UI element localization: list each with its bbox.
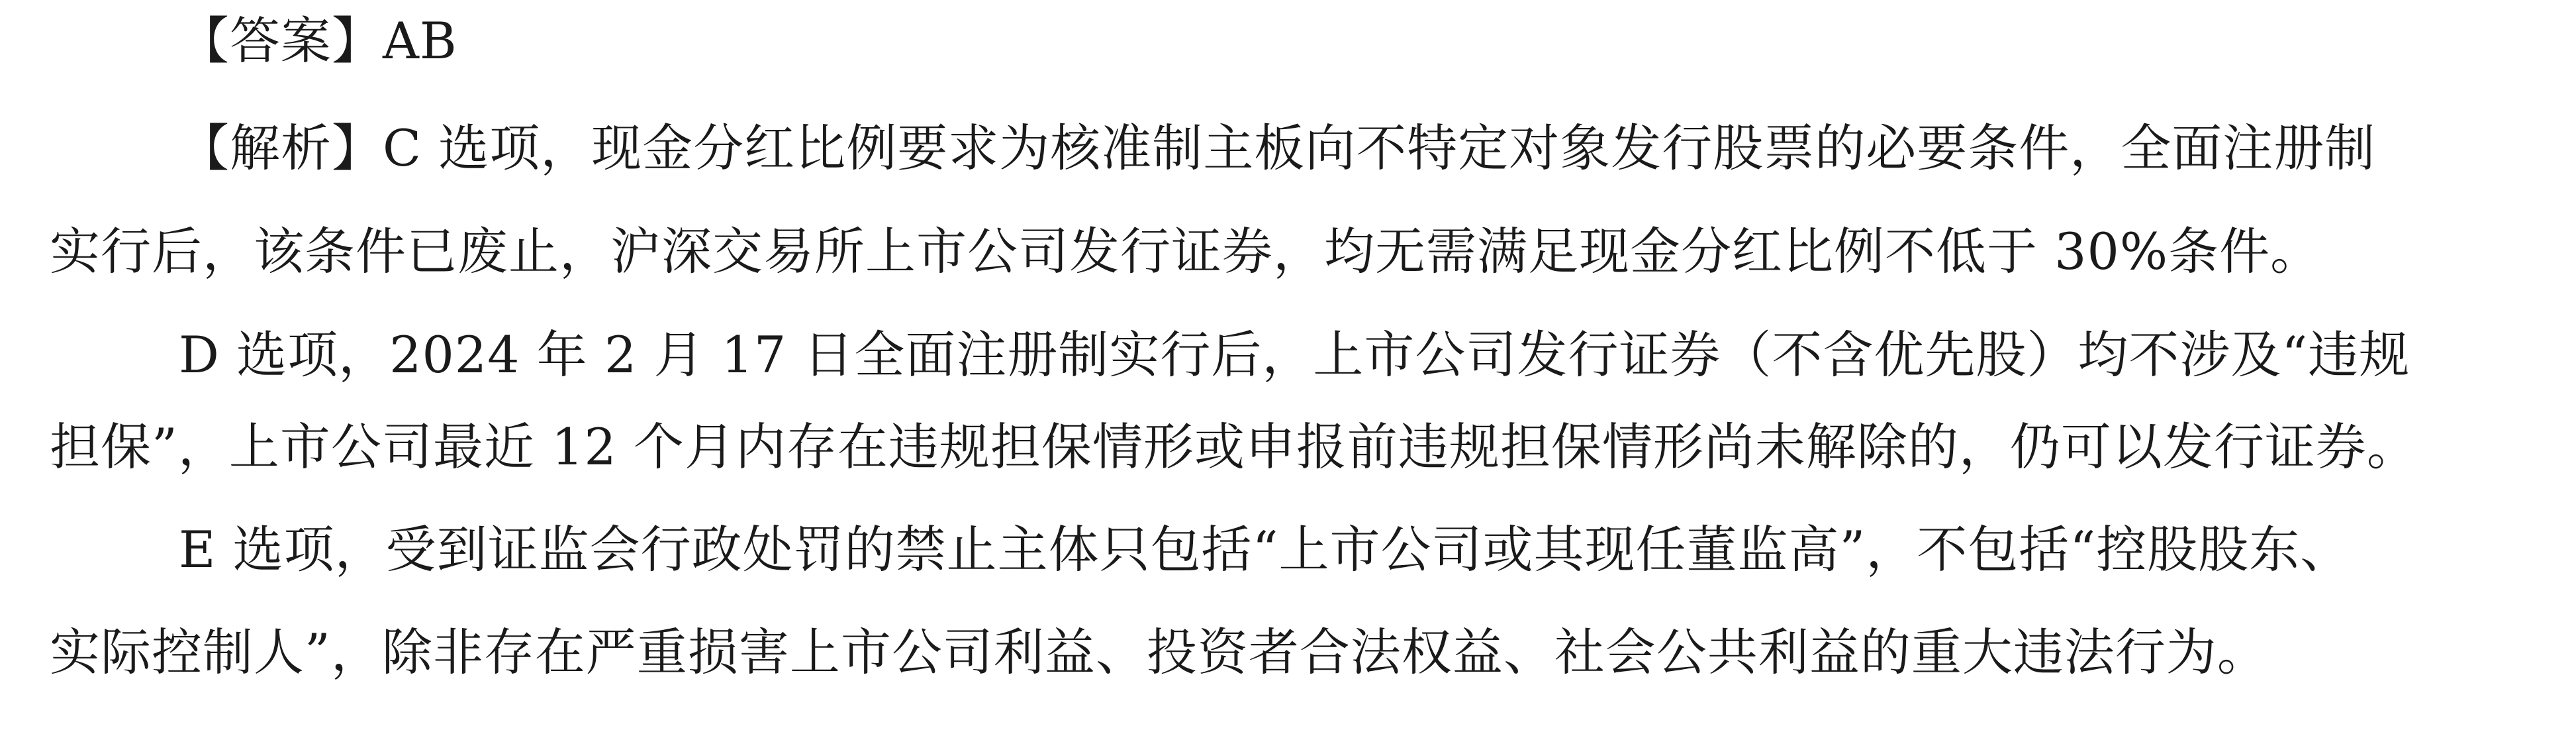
analysis-line-6: 实际控制人”，除非存在严重损害上市公司利益、投资者合法权益、社会公共利益的重大违法行为。 [50,623,2268,682]
answer-value: AB [383,11,457,70]
analysis-line-1 [179,115,2375,182]
analysis-label: 【解析】 [179,119,383,178]
answer-label: 【答案】 [179,11,383,70]
analysis-text-1: C 选项，现金分红比例要求为核准制主板向不特定对象发行股票的必要条件，全面注册制 [383,119,2376,178]
analysis-line-4: 担保”，上市公司最近 12 个月内存在违规担保情形或申报前违规担保情形尚未解除的，仍可以发行证券。 [50,417,2418,476]
analysis-line-3: D 选项，2024 年 2 月 17 日全面注册制实行后，上市公司发行证券（不含优先股）均不涉及“违规 [179,325,2410,384]
analysis-line-5: E 选项，受到证监会行政处罚的禁止主体只包括“上市公司或其现任董监高”，不包括“控股股东、 [179,520,2352,579]
analysis-line-2: 实行后，该条件已废止，沪深交易所上市公司发行证券，均无需满足现金分红比例不低于 30%条件。 [50,222,2322,281]
answer-line [179,8,457,74]
